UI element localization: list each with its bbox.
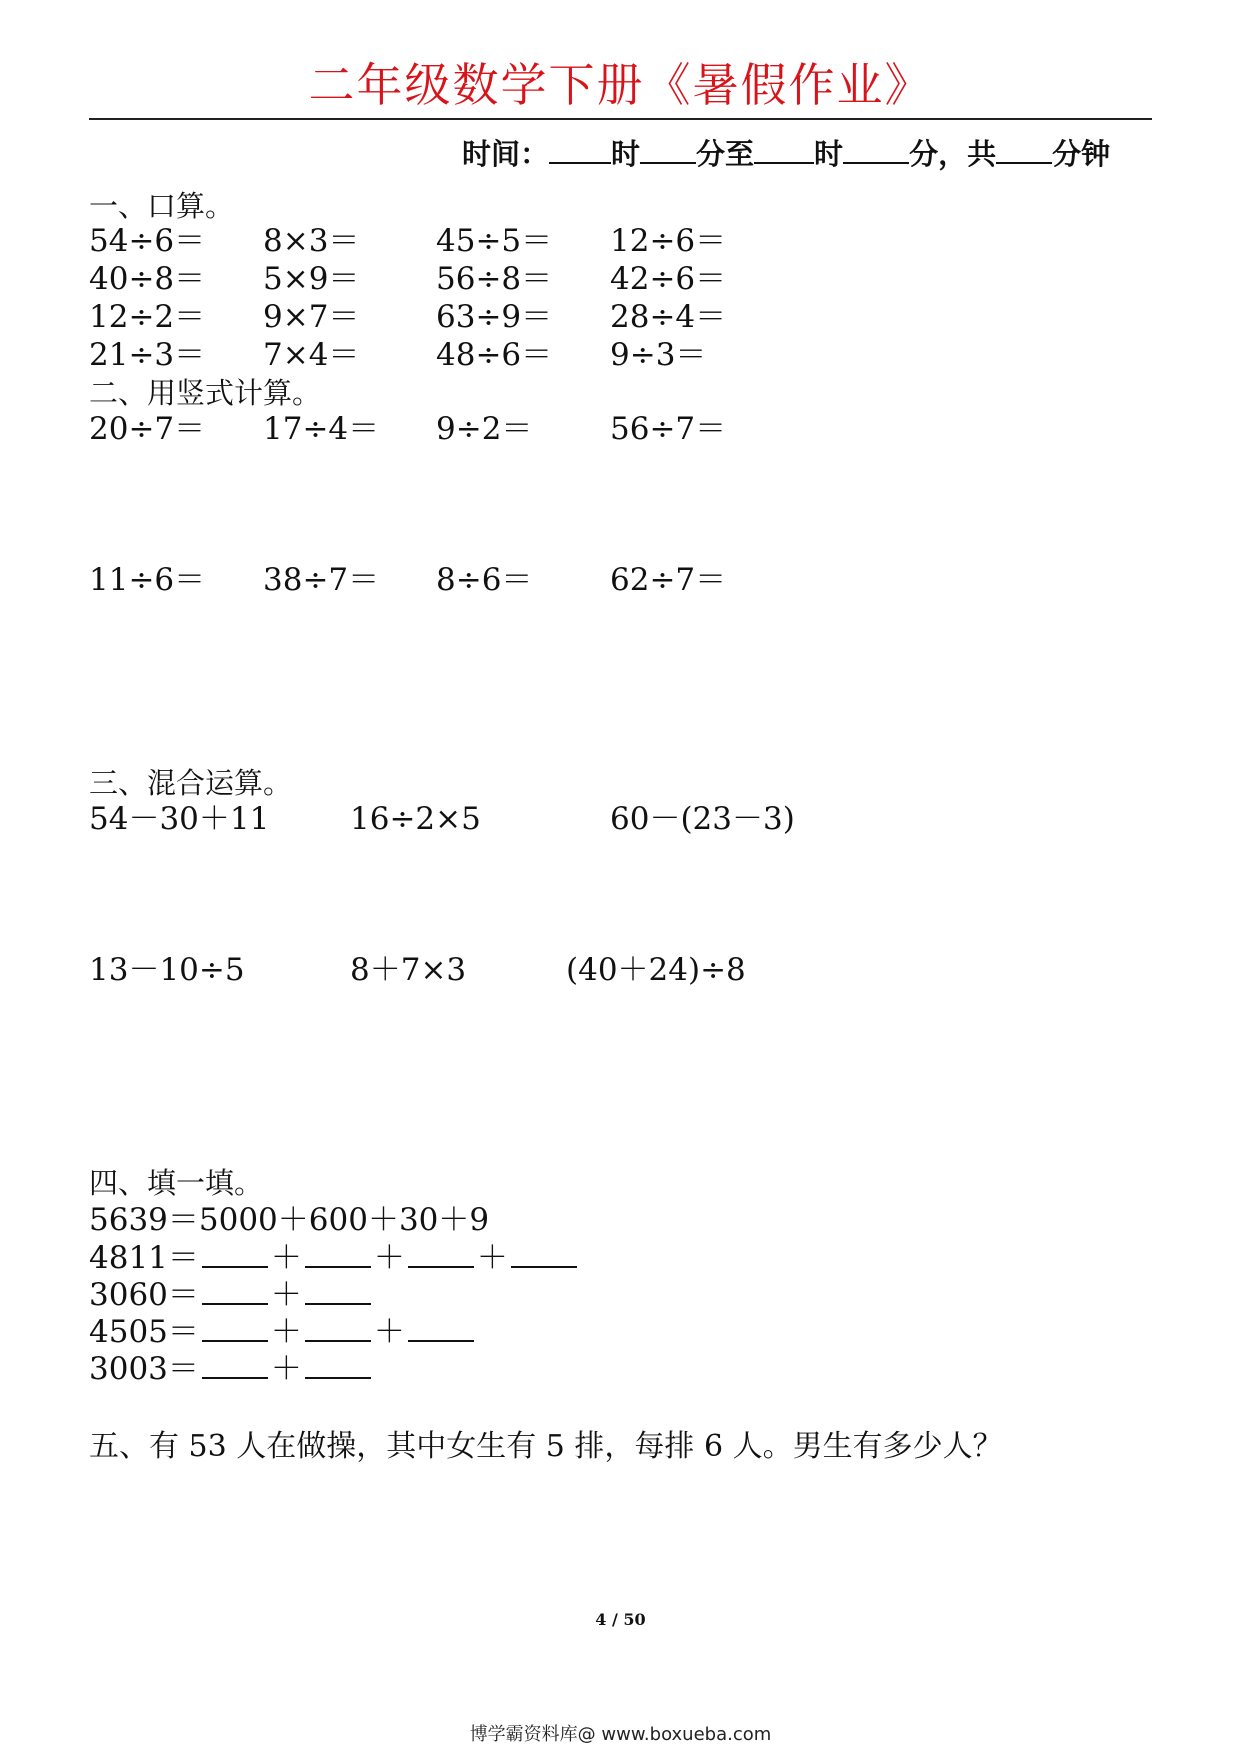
vertical-calc-problem: 56÷7＝ [610,411,727,447]
watermark-text: 博学霸资料库@ www.boxueba.com [469,1724,772,1745]
oral-calc-problem: 7×4＝ [263,337,360,373]
fill-row [89,1276,374,1314]
fill-number: 3060＝ [89,1277,199,1313]
fill-row [89,1239,580,1277]
oral-calc-problem: 45÷5＝ [436,223,553,259]
fill-example: 5639＝5000＋600＋30＋9 [89,1202,490,1238]
page-title: 二年级数学下册《暑假作业》 [308,58,933,112]
fill-blank[interactable] [305,1313,371,1342]
mixed-calc-row [89,800,1189,838]
start-hour-blank[interactable] [549,136,611,164]
mixed-calc-problem: 54－30＋11 [89,801,270,837]
word-problem: 五、有 53 人在做操，其中女生有 5 排，每排 6 人。男生有多少人？ [89,1429,1003,1464]
fill-number: 4811＝ [89,1240,199,1276]
mixed-calc-problem: 8＋7×3 [350,952,467,988]
fill-row [89,1350,374,1388]
oral-calc-problem: 12÷6＝ [610,223,727,259]
vertical-calc-problem: 17÷4＝ [263,411,380,447]
time-label: 时间： [462,137,550,171]
time-record-line [462,136,1110,172]
oral-calc-problem: 48÷6＝ [436,337,553,373]
plus-sign: ＋ [373,1240,405,1276]
oral-calc-problem: 40÷8＝ [89,261,206,297]
oral-calc-problem: 9÷3＝ [610,337,707,373]
mixed-calc-problem: 13－10÷5 [89,952,245,988]
oral-calc-row [89,298,1189,336]
vertical-calc-problem: 11÷6＝ [89,562,206,598]
fill-blank[interactable] [202,1313,268,1342]
fill-blank[interactable] [305,1239,371,1268]
vertical-calc-problem: 8÷6＝ [436,562,533,598]
fill-blank[interactable] [202,1276,268,1305]
oral-calc-problem: 21÷3＝ [89,337,206,373]
page-number: 4 / 50 [595,1610,646,1629]
vertical-calc-problem: 38÷7＝ [263,562,380,598]
fill-blank[interactable] [408,1313,474,1342]
oral-calc-problem: 28÷4＝ [610,299,727,335]
title-divider [89,118,1152,120]
mixed-calc-problem: 60－(23－3) [610,801,795,837]
fill-blank[interactable] [511,1239,577,1268]
oral-calc-problem: 54÷6＝ [89,223,206,259]
oral-calc-problem: 5×9＝ [263,261,360,297]
oral-calc-problem: 63÷9＝ [436,299,553,335]
fill-number: 4505＝ [89,1314,199,1350]
plus-sign: ＋ [476,1240,508,1276]
section2-heading: 二、用竖式计算。 [89,376,322,410]
minute-total-label: 分，共 [909,137,997,171]
fill-number: 3003＝ [89,1351,199,1387]
mixed-calc-row [89,951,1189,989]
section4-heading: 四、填一填。 [89,1166,264,1200]
oral-calc-row [89,260,1189,298]
section1-heading: 一、口算。 [89,189,235,223]
mixed-calc-problem: (40＋24)÷8 [566,952,746,988]
mixed-calc-problem: 16÷2×5 [350,801,481,837]
end-minute-blank[interactable] [843,136,909,164]
plus-sign: ＋ [270,1277,302,1313]
vertical-calc-problem: 20÷7＝ [89,411,206,447]
plus-sign: ＋ [270,1351,302,1387]
fill-blank[interactable] [305,1350,371,1379]
oral-calc-problem: 42÷6＝ [610,261,727,297]
total-minutes-blank[interactable] [996,136,1052,164]
fill-blank[interactable] [408,1239,474,1268]
vertical-calc-problem: 62÷7＝ [610,562,727,598]
vertical-calc-row [89,561,1189,599]
oral-calc-problem: 12÷2＝ [89,299,206,335]
start-minute-blank[interactable] [640,136,696,164]
vertical-calc-problem: 9÷2＝ [436,411,533,447]
plus-sign: ＋ [373,1314,405,1350]
oral-calc-row [89,336,1189,374]
end-hour-blank[interactable] [754,136,814,164]
plus-sign: ＋ [270,1314,302,1350]
fill-blank[interactable] [202,1239,268,1268]
oral-calc-problem: 8×3＝ [263,223,360,259]
oral-calc-problem: 9×7＝ [263,299,360,335]
minute-to-label: 分至 [696,137,755,171]
oral-calc-problem: 56÷8＝ [436,261,553,297]
hour-unit: 时 [611,137,641,171]
hour-unit: 时 [814,137,844,171]
fill-blank[interactable] [305,1276,371,1305]
vertical-calc-row [89,410,1189,448]
oral-calc-row [89,222,1189,260]
section3-heading: 三、混合运算。 [89,766,293,800]
minutes-unit: 分钟 [1052,137,1111,171]
fill-blank[interactable] [202,1350,268,1379]
plus-sign: ＋ [270,1240,302,1276]
fill-row [89,1313,477,1351]
